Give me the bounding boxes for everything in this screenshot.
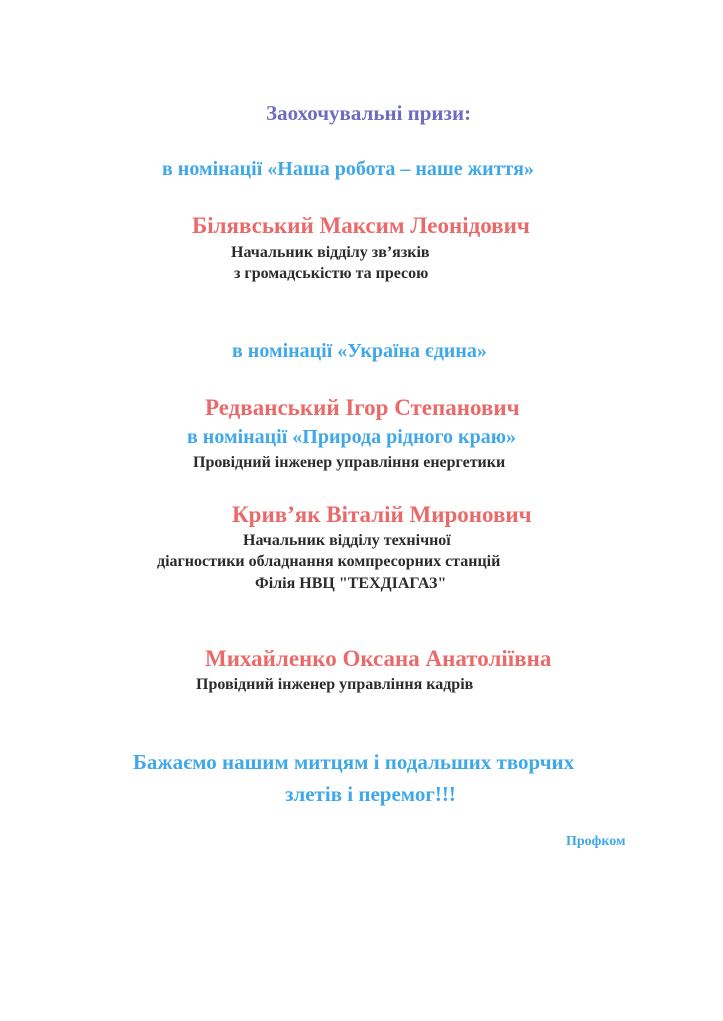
awardee-title-1b: з громадськістю та пресою <box>234 265 429 282</box>
awardee-title-3b: діагностики обладнання компресорних станцій <box>157 553 501 570</box>
awardee-name-2: Редванський Ігор Степанович <box>205 395 520 420</box>
awardee-title-3c: Філія НВЦ "ТЕХДІАГАЗ" <box>255 575 447 592</box>
awardee-name-1: Білявський Максим Леонідович <box>192 213 530 238</box>
awardee-name-4: Михайленко Оксана Анатоліївна <box>205 646 552 671</box>
awardee-title-3a: Начальник відділу технічної <box>243 532 451 549</box>
nomination-2: в номінації «Україна єдина» <box>232 340 487 362</box>
heading: Заохочувальні призи: <box>266 101 472 125</box>
wish-line-1: Бажаємо нашим митцям і подальших творчих <box>133 750 575 774</box>
wish-line-2: злетів і перемог!!! <box>285 782 456 806</box>
signature: Профком <box>566 834 626 849</box>
awardee-name-3: Крив’як Віталій Миронович <box>232 502 532 527</box>
awardee-title-1a: Начальник відділу зв’язків <box>231 244 430 261</box>
awardee-title-2: Провідний інженер управління енергетики <box>193 454 506 471</box>
nomination-3: в номінації «Природа рідного краю» <box>187 426 516 448</box>
awardee-title-4: Провідний інженер управління кадрів <box>196 676 474 693</box>
nomination-1: в номінації «Наша робота – наше життя» <box>162 158 534 180</box>
